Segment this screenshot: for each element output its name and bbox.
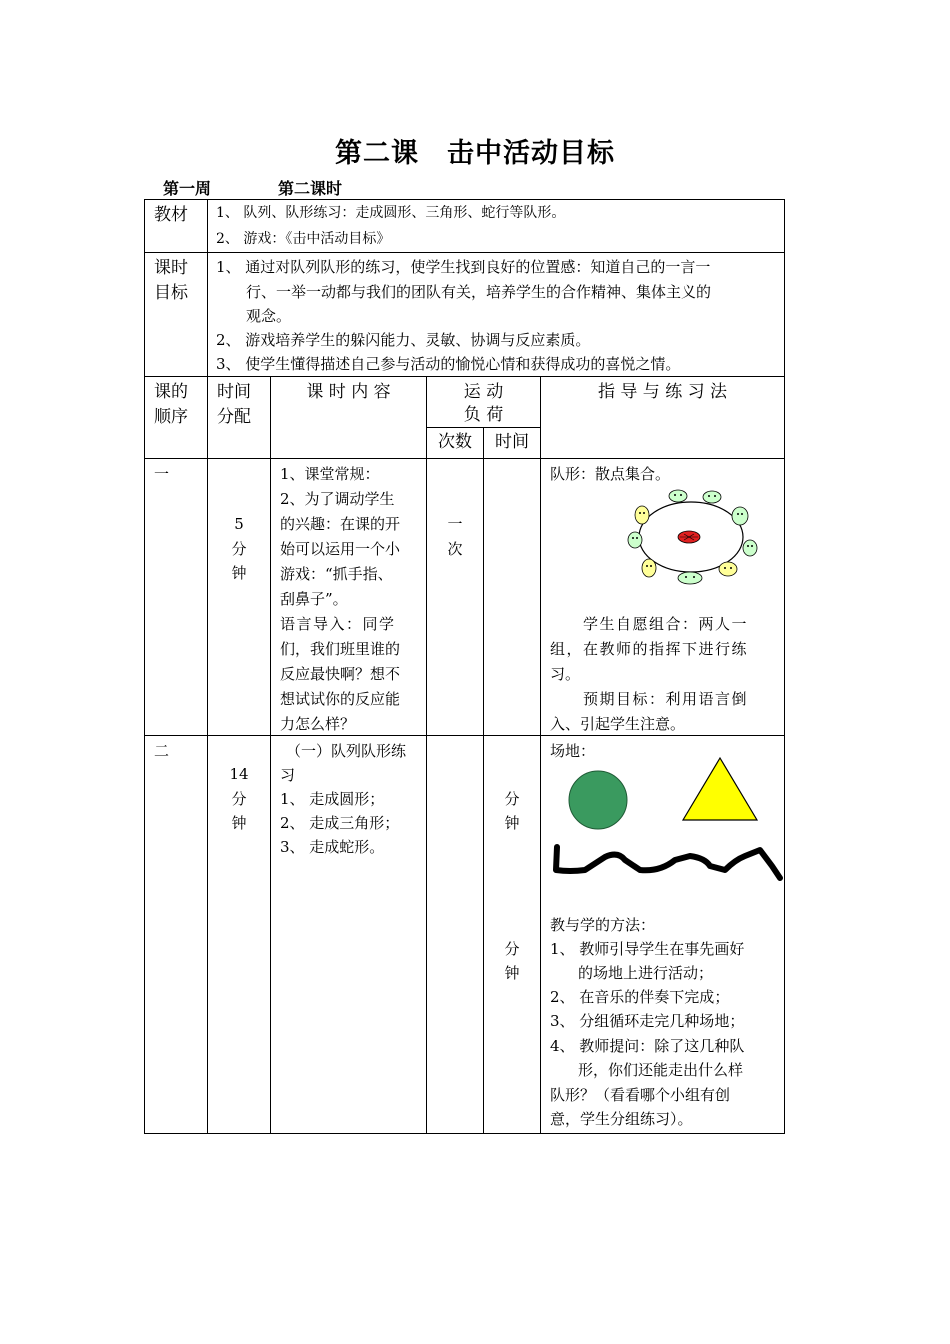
mubiao-line: 观念。 [246, 307, 292, 325]
row1-guide-line: 预期目标：利用语言倒 [583, 690, 749, 708]
row2-guide-line: 队形？（看看哪个小组有创 [550, 1086, 731, 1104]
row2-guide-line: 形，你们还能走出什么样 [578, 1061, 744, 1079]
row2-guide-line: 3、 分组循环走完几种场地； [550, 1012, 745, 1030]
row2-duration: 分 [504, 790, 520, 808]
row2-guide-top: 场地： [550, 742, 596, 760]
header-duration: 时间 [495, 432, 529, 452]
header-order: 顺序 [154, 407, 188, 427]
row2-content-line: 3、 走成蛇形。 [280, 838, 385, 856]
row2-guide-line: 教与学的方法： [550, 916, 656, 934]
header-load: 负 荷 [463, 405, 504, 425]
row1-time: 钟 [231, 564, 247, 582]
header-count: 次数 [438, 432, 472, 452]
header-order: 课的 [154, 382, 188, 402]
row1-time: 分 [231, 540, 247, 558]
row2-guide-line: 1、 教师引导学生在事先画好 [550, 940, 745, 958]
row2-order: 二 [154, 742, 170, 760]
row2-guide-line: 2、 在音乐的伴奏下完成； [550, 988, 730, 1006]
row2-content-line: 习 [280, 766, 296, 784]
jiaocai-label: 教材 [154, 205, 188, 225]
venue-circle [568, 770, 628, 830]
row1-content-line: 的兴趣：在课的开 [280, 515, 401, 533]
mubiao-line: 3、 使学生懂得描述自己参与活动的愉悦心情和获得成功的喜悦之情。 [216, 355, 681, 373]
week-label: 第一周 [163, 179, 212, 198]
row2-time: 分 [231, 790, 247, 808]
row2-time: 14 [229, 765, 249, 783]
row1-content-line: 始可以运用一个小 [280, 540, 401, 558]
row1-content-line: 们，我们班里谁的 [280, 640, 401, 658]
row1-content-line: 2、为了调动学生 [280, 490, 395, 508]
jiaocai-item: 1、 队列、队形练习：走成圆形、三角形、蛇行等队形。 [216, 205, 566, 221]
row1-content-line: 力怎么样？ [280, 715, 356, 733]
row2-duration: 钟 [504, 814, 520, 832]
row2-guide-line: 4、 教师提问：除了这几种队 [550, 1037, 745, 1055]
header-load: 运 动 [463, 382, 504, 402]
venue-triangle [682, 757, 758, 821]
header-guide: 指 导 与 练 习 法 [597, 382, 728, 402]
mubiao-line: 2、 游戏培养学生的躲闪能力、灵敏、协调与反应素质。 [216, 331, 591, 349]
row1-count: 一 [447, 515, 463, 533]
row2-guide-line: 的场地上进行活动； [578, 964, 714, 982]
row1-content-line: 反应最快啊？想不 [280, 665, 401, 683]
row1-content-line: 游戏：“抓手指、 [280, 565, 393, 583]
row2-guide-line: 意，学生分组练习）。 [550, 1110, 693, 1128]
row1-guide-line: 学生自愿组合：两人一 [583, 615, 749, 633]
mubiao-line: 行、一举一动都与我们的团队有关，培养学生的合作精神、集体主义的 [246, 283, 712, 301]
mubiao-label: 目标 [154, 283, 188, 303]
row1-content-line: 刮鼻子”。 [280, 590, 348, 608]
row1-guide-line: 习。 [550, 665, 581, 683]
row2-content-line: （一）队列队形练 [286, 742, 407, 760]
row1-order: 一 [154, 465, 170, 483]
venue-snake-line [550, 842, 784, 884]
lesson-label: 第二课时 [278, 179, 343, 198]
header-time: 分配 [217, 407, 251, 427]
row2-content-line: 2、 走成三角形； [280, 814, 400, 832]
row2-duration: 分 [504, 940, 520, 958]
row1-guide-line: 组，在教师的指挥下进行练 [550, 640, 749, 658]
row2-time: 钟 [231, 814, 247, 832]
row1-guide-top: 队形：散点集合。 [550, 465, 671, 483]
mubiao-line: 1、 通过对队列队形的练习，使学生找到良好的位置感：知道自己的一言一 [216, 258, 711, 276]
row2-content-line: 1、 走成圆形； [280, 790, 385, 808]
header-time: 时间 [217, 382, 251, 402]
row1-time: 5 [234, 515, 244, 533]
header-content: 课 时 内 容 [306, 382, 391, 402]
jiaocai-item: 2、 游戏：《击中活动目标》 [216, 231, 391, 247]
page-title: 第二课 击中活动目标 [335, 138, 615, 169]
row1-content-line: 语言导入：同学 [280, 615, 396, 633]
row2-duration: 钟 [504, 964, 520, 982]
mubiao-label: 课时 [154, 258, 188, 278]
formation-diagram [620, 486, 760, 586]
row1-content-line: 1、课堂常规： [280, 465, 380, 483]
row1-count: 次 [447, 540, 463, 558]
row1-guide-line: 入、引起学生注意。 [550, 715, 686, 733]
row1-content-line: 想试试你的反应能 [280, 690, 401, 708]
